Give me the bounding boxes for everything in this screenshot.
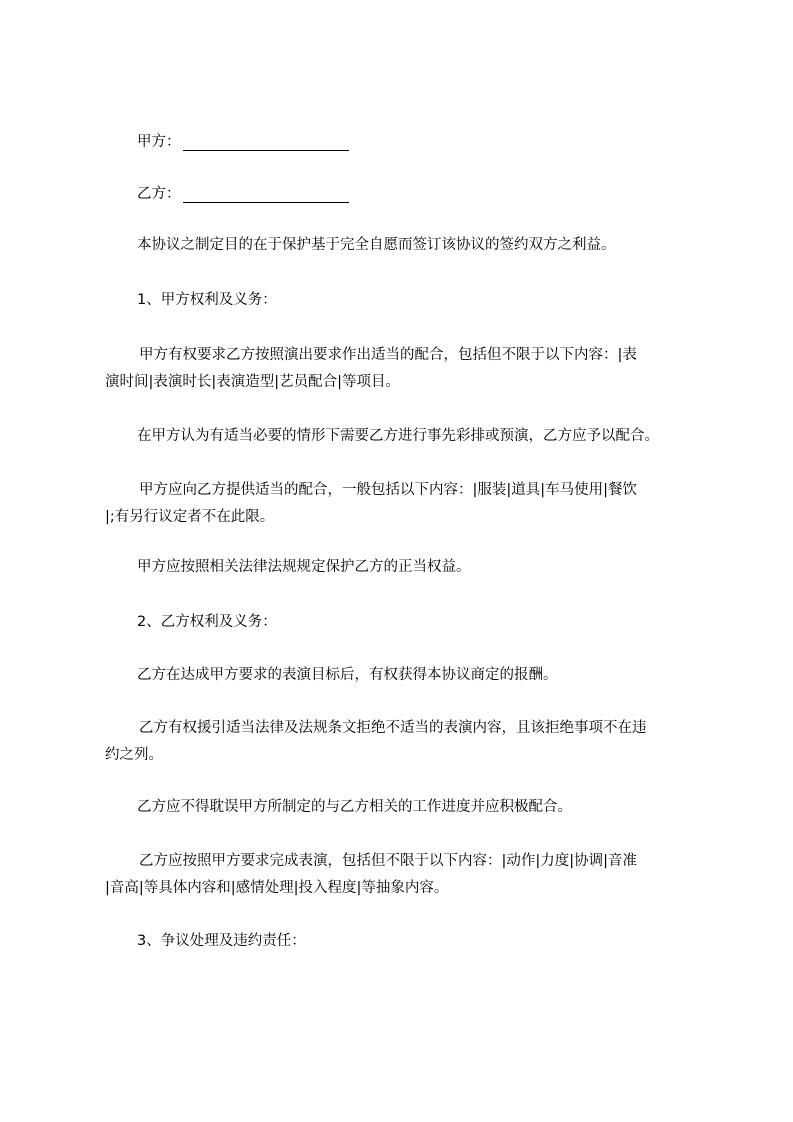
section-2-paragraph-3: 乙方应不得耽误甲方所制定的与乙方相关的工作进度并应积极配合。 — [137, 799, 572, 815]
party-b-label: 乙方： — [137, 186, 181, 202]
section-3-heading: 3、争议处理及违约责任： — [137, 933, 306, 949]
section-1-paragraph-3-line-1: 甲方应向乙方提供适当的配合，一般包括以下内容：|服装|道具|车马使用|餐饮 — [139, 482, 638, 498]
section-1-paragraph-1-line-2: 演时间|表演时长|表演造型|艺员配合|等项目。 — [105, 374, 401, 390]
party-a-label: 甲方： — [137, 134, 181, 150]
section-1-paragraph-2: 在甲方认为有适当必要的情形下需要乙方进行事先彩排或预演，乙方应予以配合。 — [137, 428, 659, 444]
section-1-heading: 1、甲方权利及义务： — [137, 292, 277, 308]
section-2-paragraph-2-line-2: 约之列。 — [105, 747, 163, 763]
section-1-paragraph-3-line-2: |;有另行议定者不在此限。 — [105, 509, 275, 525]
section-2-paragraph-2-line-1: 乙方有权援引适当法律及法规条文拒绝不适当的表演内容，且该拒绝事项不在违 — [139, 720, 647, 736]
section-1-paragraph-1-line-1: 甲方有权要求乙方按照演出要求作出适当的配合，包括但不限于以下内容：|表 — [139, 347, 637, 363]
intro-paragraph: 本协议之制定目的在于保护基于完全自愿而签订该协议的签约双方之利益。 — [137, 237, 616, 253]
section-1-paragraph-4: 甲方应按照相关法律法规规定保护乙方的正当权益。 — [137, 559, 471, 575]
party-b-blank-line — [183, 186, 349, 203]
section-2-paragraph-4-line-1: 乙方应按照甲方要求完成表演，包括但不限于以下内容：|动作|力度|协调|音准 — [139, 853, 638, 869]
party-a-row — [137, 133, 349, 151]
section-2-paragraph-4-line-2: |音高|等具体内容和|感情处理|投入程度|等抽象内容。 — [105, 880, 449, 896]
section-2-paragraph-1: 乙方在达成甲方要求的表演目标后，有权获得本协议商定的报酬。 — [137, 667, 558, 683]
party-b-row — [137, 185, 349, 203]
section-2-heading: 2、乙方权利及义务： — [137, 614, 277, 630]
party-a-blank-line — [183, 134, 349, 151]
